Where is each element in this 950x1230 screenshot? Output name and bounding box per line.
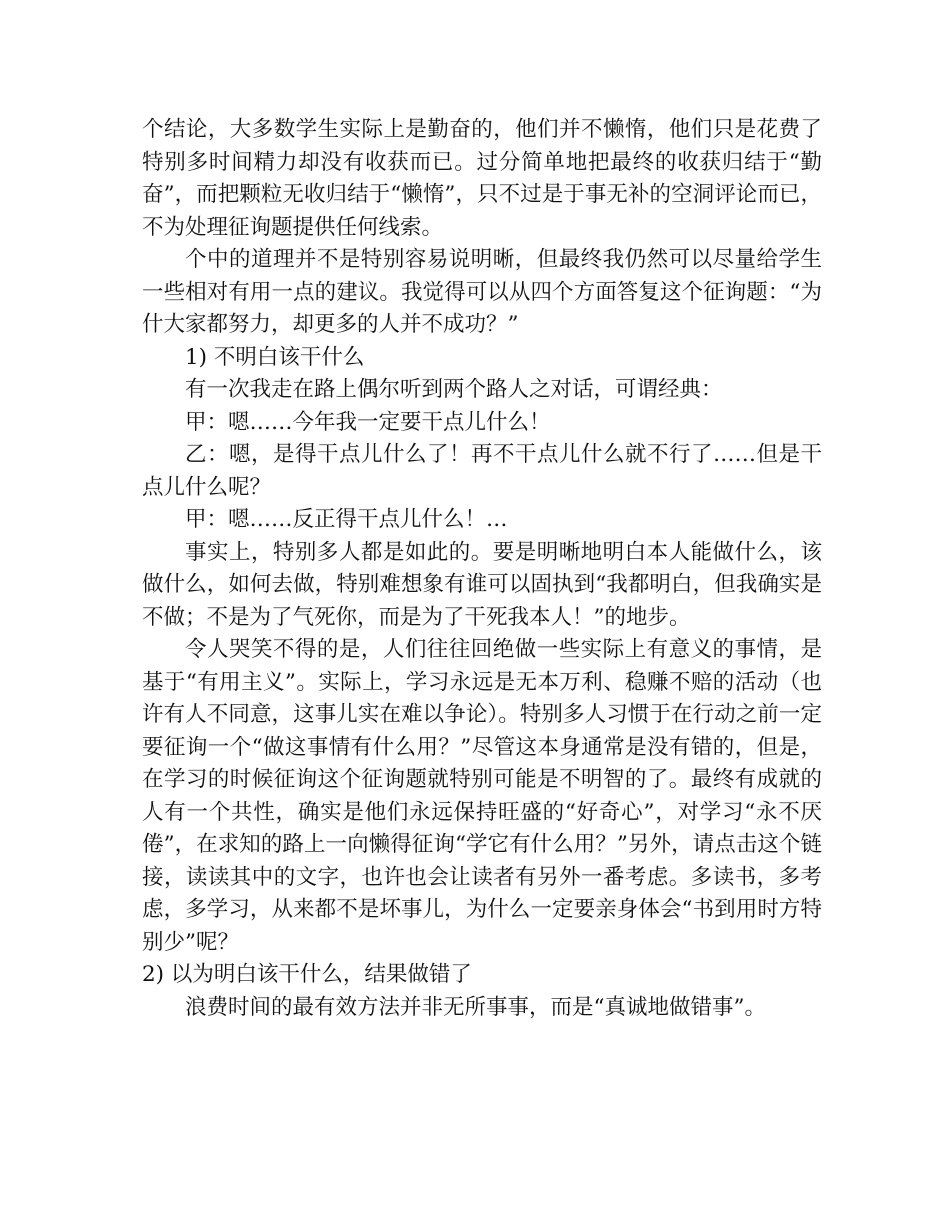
- paragraph-advice-intro: 个中的道理并不是特别容易说明晰，但最终我仍然可以尽量给学生一些相对有用一点的建议。我觉得可以从四个方面答复这个征询题：“为什大家都努力，却更多的人并不成功？”: [142, 247, 822, 337]
- paragraph-in-fact: 事实上，特别多人都是如此的。要是明晰地明白本人能做什么，该做什么，如何去做，特别难想象有谁可以固执到“我都明白，但我确实是不做；不是为了气死你，而是为了干死我本人！”的地步。: [142, 539, 822, 630]
- paragraph-conclusion: 个结论，大多数学生实际上是勤奋的，他们并不懒惰，他们只是花费了特别多时间精力却没有收获而已。过分简单地把最终的收获归结于“勤奋”，而把颗粒无收归结于“懒惰”，只不过是于事无补的空洞评论而已，不为处理征询题提供任何线索。: [142, 117, 822, 240]
- paragraph-dialogue-intro: 有一次我走在路上偶尔听到两个路人之对话，可谓经典：: [185, 377, 723, 402]
- section-heading-2: 2) 以为明白该干什么，结果做错了: [142, 962, 472, 987]
- document-body: [142, 114, 822, 1024]
- dialogue-line-yi: 乙：嗯，是得干点儿什么了！再不干点儿什么就不行了……但是干点儿什么呢？: [142, 442, 822, 500]
- section-heading-1: 1) 不明白该干什么: [185, 344, 365, 370]
- paragraph-learning: 令人哭笑不得的是，人们往往回绝做一些实际上有意义的事情，是基于“有用主义”。实际上，学习永远是无本万利、稳赚不赔的活动（也许有人不同意，这事儿实在难以争论）。特别多人习惯于在行动之前一定要征询一个“做这事情有什么用？”尽管这本身通常是没有错的，但是，在学习的时候征询这个征询题就特别可能是不明智的了。最终有成就的人有一个共性，确实是他们永远保持旺盛的“好奇心”，对学习“永不厌倦”，在求知的路上一向懒得征询“学它有什么用？”另外，请点击这个链接，读读其中的文字，也许也会让读者有另外一番考虑。多读书，多考虑，多学习，从来都不是坏事儿，为什么一定要亲身体会“书到用时方特别少”呢？: [142, 637, 822, 955]
- dialogue-line-jia-2: 甲：嗯……反正得干点儿什么！…: [185, 507, 508, 532]
- dialogue-line-jia-1: 甲：嗯……今年我一定要干点儿什么！: [185, 409, 551, 435]
- paragraph-wasting-time: 浪费时间的最有效方法并非无所事事，而是“真诚地做错事”。: [185, 994, 766, 1020]
